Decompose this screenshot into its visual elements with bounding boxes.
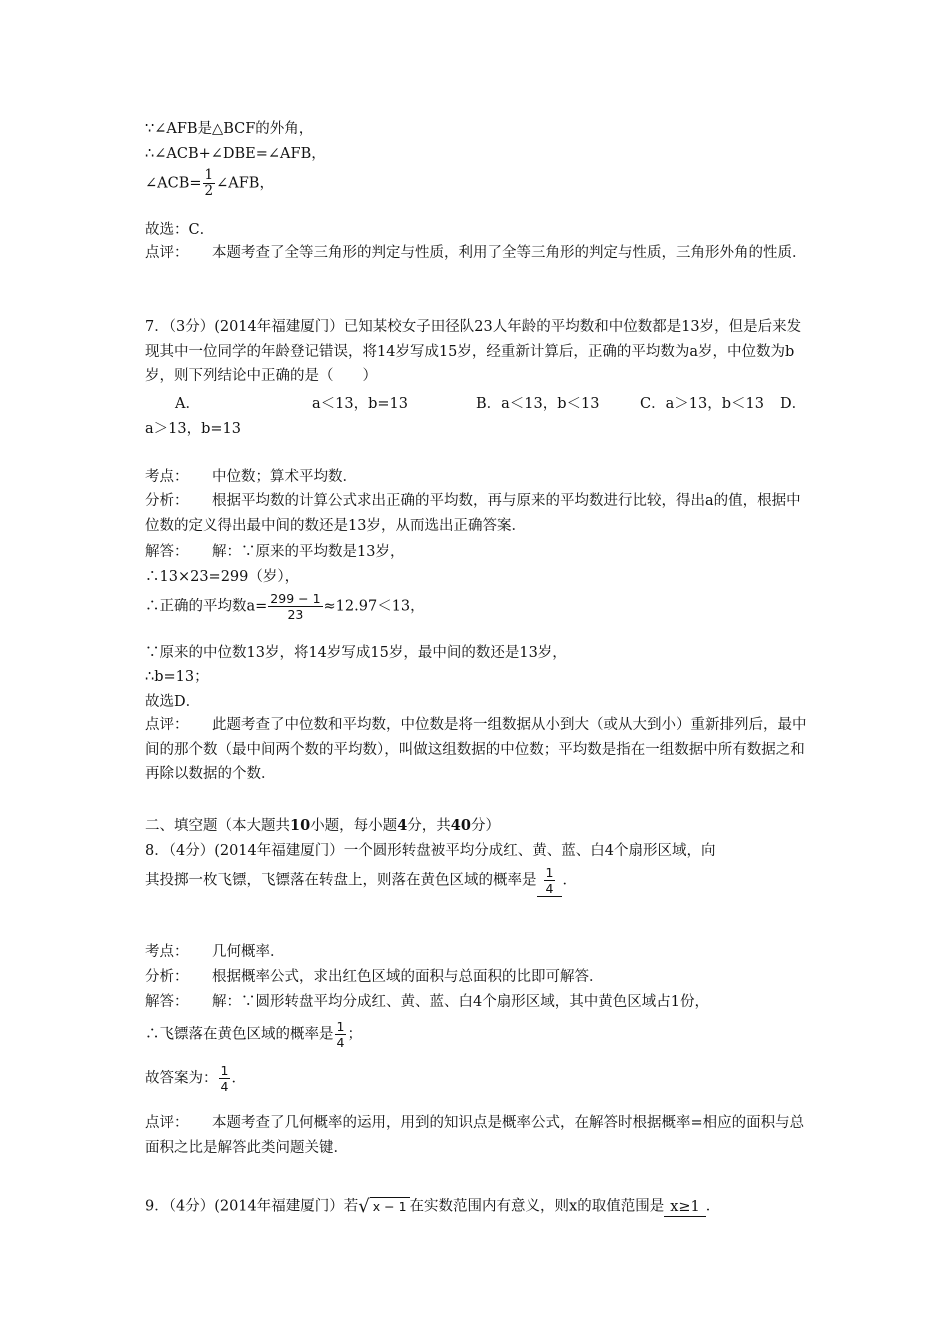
q7-solution-3 xyxy=(145,591,425,622)
q8-solution-2 xyxy=(145,1019,362,1050)
q7-review xyxy=(145,713,810,787)
q6-choice: 故选：C． xyxy=(145,222,215,238)
q8-answer-num: 1 xyxy=(545,865,554,880)
q9-stem-post: ． xyxy=(705,1198,721,1215)
q7-solution-4: ∵原来的中位数13岁，将14岁写成15岁，最中间的数还是13岁， xyxy=(145,645,567,661)
q7-analysis xyxy=(145,489,810,538)
q6-line1: ∵∠AFB是△BCF的外角， xyxy=(145,121,314,137)
q7-option-d-label: D． xyxy=(780,396,807,412)
q7-keypoint xyxy=(145,468,357,486)
q9-stem xyxy=(145,1197,720,1217)
q8-answer-fraction xyxy=(544,865,556,896)
q9-radicand: x − 1 xyxy=(370,1197,410,1216)
q6-review-label: 点评： xyxy=(145,245,189,261)
q6-line2: ∴∠ACB+∠DBE=∠AFB， xyxy=(145,146,326,162)
section-2-count: 10 xyxy=(290,817,311,834)
q8-solution-num: 1 xyxy=(336,1019,345,1034)
q7-option-a-text: a＜13，b=13 xyxy=(312,396,408,412)
q8-review xyxy=(145,1111,810,1160)
q8-solution-2-post: ； xyxy=(347,1026,362,1043)
q7-review-text: 此题考查了中位数和平均数，中位数是将一组数据从小到大（或从大到小）重新排列后，最中间的那个数（最中间两个数的平均数），叫做这组数据的中位数；平均数是指在一组数据中所有数据之和再除以数据的个数． xyxy=(145,717,807,782)
q7-option-b: B．a＜13，b＜13 xyxy=(476,396,600,412)
section-2-heading xyxy=(145,817,500,835)
q8-final-den: 4 xyxy=(220,1079,229,1094)
q9-answer-blank xyxy=(664,1198,706,1217)
q8-solution-1 xyxy=(145,993,709,1011)
section-2-text-3: 分，共 xyxy=(407,818,451,834)
q7-keypoint-label: 考点： xyxy=(145,469,189,485)
q7-stem: 7．（3分）(2014年福建厦门）已知某校女子田径队23人年龄的平均数和中位数都是13岁，但是后来发现其中一位同学的年龄登记错误，将14岁写成15岁，经重新计算后，正确的平均数为a岁，中位数为b岁，则下列结论中正确的是（ ） xyxy=(145,319,802,384)
q8-final-answer-post: ． xyxy=(231,1070,246,1087)
q7-solution-label: 解答： xyxy=(145,544,189,560)
q8-solution-den: 4 xyxy=(336,1035,345,1050)
q8-review-label: 点评： xyxy=(145,1115,189,1131)
section-2-text-1: 二、填空题（本大题共 xyxy=(145,818,290,834)
q7-frac-num: 299 − 1 xyxy=(270,591,321,606)
q8-keypoint-text: 几何概率． xyxy=(212,944,285,960)
q8-stem-line2 xyxy=(145,865,577,897)
q8-final-fraction xyxy=(219,1063,231,1094)
q7-choice: 故选D． xyxy=(145,694,201,710)
q9-stem-pre: 9．（4分）(2014年福建厦门）若 xyxy=(145,1198,359,1215)
q7-solution-3-post: ≈12.97＜13， xyxy=(323,598,425,615)
q6-review-text: 本题考查了全等三角形的判定与性质，利用了全等三角形的判定与性质，三角形外角的性质． xyxy=(212,245,807,261)
section-2-points-each: 4 xyxy=(397,817,408,834)
q7-keypoint-text: 中位数；算术平均数． xyxy=(212,469,357,485)
q9-sqrt xyxy=(358,1197,409,1216)
q7-option-d-text: a＞13，b=13 xyxy=(145,421,241,437)
q8-analysis-text: 根据概率公式，求出红色区域的面积与总面积的比即可解答． xyxy=(212,969,604,985)
q8-final-answer xyxy=(145,1063,246,1094)
q8-keypoint xyxy=(145,943,285,961)
q6-frac-num: 1 xyxy=(204,167,214,183)
q7-analysis-label: 分析： xyxy=(145,493,189,509)
section-2-text-4: 分） xyxy=(470,818,500,834)
q7-solution-2: ∴13×23=299（岁）， xyxy=(145,569,300,585)
q8-stem-line1: 8．（4分）(2014年福建厦门）一个圆形转盘被平均分成红、黄、蓝、白4个扇形区域，向 xyxy=(145,843,716,859)
q7-solution-5: ∴b=13； xyxy=(145,669,209,685)
q6-fraction xyxy=(203,168,216,199)
q8-answer-blank xyxy=(537,865,563,897)
q8-solution-label: 解答： xyxy=(145,994,189,1010)
radical-sign-icon: √ xyxy=(358,1195,370,1217)
q7-solution-3-pre: ∴正确的平均数a= xyxy=(145,598,268,615)
q6-frac-den: 2 xyxy=(204,183,214,199)
q7-option-c: C．a＞13，b＜13 xyxy=(640,396,764,412)
q7-frac-den: 23 xyxy=(287,607,304,622)
q6-line3 xyxy=(145,168,274,199)
q8-stem-line2-post: ． xyxy=(562,872,577,889)
q8-stem-line2-pre: 其投掷一枚飞镖，飞镖落在转盘上，则落在黄色区域的概率是 xyxy=(145,872,537,889)
q6-line3-post: ∠AFB， xyxy=(216,175,274,192)
q8-final-answer-pre: 故答案为： xyxy=(145,1070,218,1087)
q8-answer-den: 4 xyxy=(545,881,554,896)
q7-solution-1-text: 解：∵原来的平均数是13岁， xyxy=(212,544,405,560)
q8-solution-2-pre: ∴飞镖落在黄色区域的概率是 xyxy=(145,1026,334,1043)
q8-review-text: 本题考查了几何概率的运用，用到的知识点是概率公式，在解答时根据概率=相应的面积与总面积之比是解答此类问题关键． xyxy=(145,1115,805,1156)
q7-solution-1 xyxy=(145,543,404,561)
q8-solution-fraction xyxy=(335,1019,347,1050)
q8-keypoint-label: 考点： xyxy=(145,944,189,960)
q8-final-num: 1 xyxy=(220,1063,229,1078)
q8-analysis-label: 分析： xyxy=(145,969,189,985)
section-2-text-2: 小题，每小题 xyxy=(310,818,398,834)
q6-line3-pre: ∠ACB= xyxy=(145,175,202,192)
q9-stem-mid: 在实数范围内有意义，则x的取值范围是 xyxy=(409,1198,665,1215)
q9-answer: x≥1 xyxy=(670,1198,700,1215)
section-2-points-total: 40 xyxy=(450,817,471,834)
q6-review xyxy=(145,241,810,266)
q7-review-label: 点评： xyxy=(145,717,189,733)
q7-fraction xyxy=(268,591,322,622)
q7-analysis-text: 根据平均数的计算公式求出正确的平均数，再与原来的平均数进行比较，得出a的值，根据中位数的定义得出最中间的数还是13岁，从而选出正确答案． xyxy=(145,493,801,534)
q7-option-a-label: A． xyxy=(175,396,200,412)
q8-solution-1-text: 解：∵圆形转盘平均分成红、黄、蓝、白4个扇形区域，其中黄色区域占1份， xyxy=(212,994,709,1010)
q8-analysis xyxy=(145,968,604,986)
